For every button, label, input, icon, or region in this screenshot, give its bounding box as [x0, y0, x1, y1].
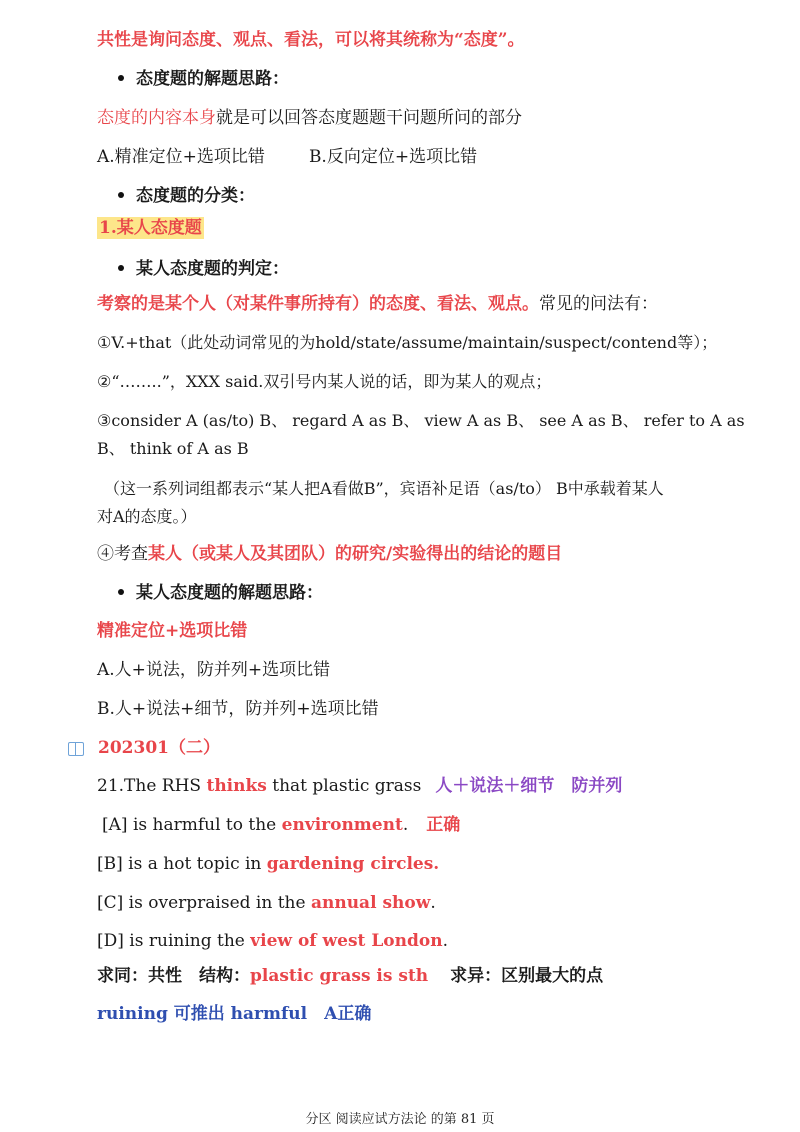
- bullet-dot: [118, 75, 124, 81]
- question-note: 人＋说法＋细节 防并列: [435, 776, 623, 796]
- summary-line: 共性是询问态度、观点、看法，可以将其统称为“态度”。: [97, 30, 525, 50]
- option-d: [D] is ruining the view of west London.: [97, 931, 448, 951]
- solve-a: A.人+说法，防并列+选项比错: [97, 660, 331, 680]
- conclusion-line: ruining 可推出 harmful A正确: [97, 1004, 372, 1024]
- form-3-note1: （这一系列词组都表示“某人把A看做B”，宾语补足语（as/to） B中承载着某人: [104, 479, 664, 498]
- bullet-dot: [118, 589, 124, 595]
- option-b: [B] is a hot topic in gardening circles.: [97, 854, 440, 874]
- category-1: 1.某人态度题: [99, 218, 202, 238]
- question-stem: 21.The RHS thinks that plastic grass 人＋说法＋细节 防并列: [97, 776, 623, 796]
- analysis-line: 求同：共性 结构：plastic grass is sth 求异：区别最大的点: [97, 966, 604, 986]
- approach-heading: 态度题的解题思路：: [118, 67, 289, 91]
- solve-method: 精准定位+选项比错: [97, 621, 248, 641]
- form-1: ①V.+that（此处动词常见的为hold/state/assume/maintain/suspect/contend等）；: [97, 333, 718, 352]
- form-3-line2: B、 think of A as B: [97, 439, 249, 458]
- form-3-line1: ③consider A (as/to) B、 regard A as B、 view A as B、 see A as B、 refer to A as: [97, 411, 745, 430]
- methods-line: A.精准定位+选项比错 B.反向定位+选项比错: [97, 147, 478, 167]
- bullet-dot: [118, 192, 124, 198]
- option-a: [A] is harmful to the environment. 正确: [102, 815, 461, 835]
- form-3-note2: 对A的态度。）: [97, 507, 197, 526]
- solve-b: B.人+说法+细节，防并列+选项比错: [97, 699, 379, 719]
- page-footer: 分区 阅读应试方法论 的第 81 页: [305, 1112, 495, 1127]
- form-4: ④考查某人（或某人及其团队）的研究/实验得出的结论的题目: [97, 544, 563, 564]
- bullet-dot: [118, 265, 124, 271]
- example-title: 202301（二）: [68, 736, 220, 760]
- correct-mark: 正确: [426, 815, 461, 835]
- judge-heading: 某人态度题的判定：: [118, 257, 289, 281]
- solve-heading: 某人态度题的解题思路：: [118, 581, 323, 605]
- approach-line: 态度的内容本身就是可以回答态度题题干问题所问的部分: [97, 108, 522, 128]
- category-heading: 态度题的分类：: [118, 184, 255, 208]
- form-2: ②“……..”，XXX said.双引号内某人说的话，即为某人的观点；: [97, 372, 552, 391]
- option-c: [C] is overpraised in the annual show.: [97, 893, 436, 913]
- judge-line: 考察的是某个人（对某件事所持有）的态度、看法、观点。常见的问法有：: [97, 294, 658, 314]
- book-icon: [68, 742, 84, 756]
